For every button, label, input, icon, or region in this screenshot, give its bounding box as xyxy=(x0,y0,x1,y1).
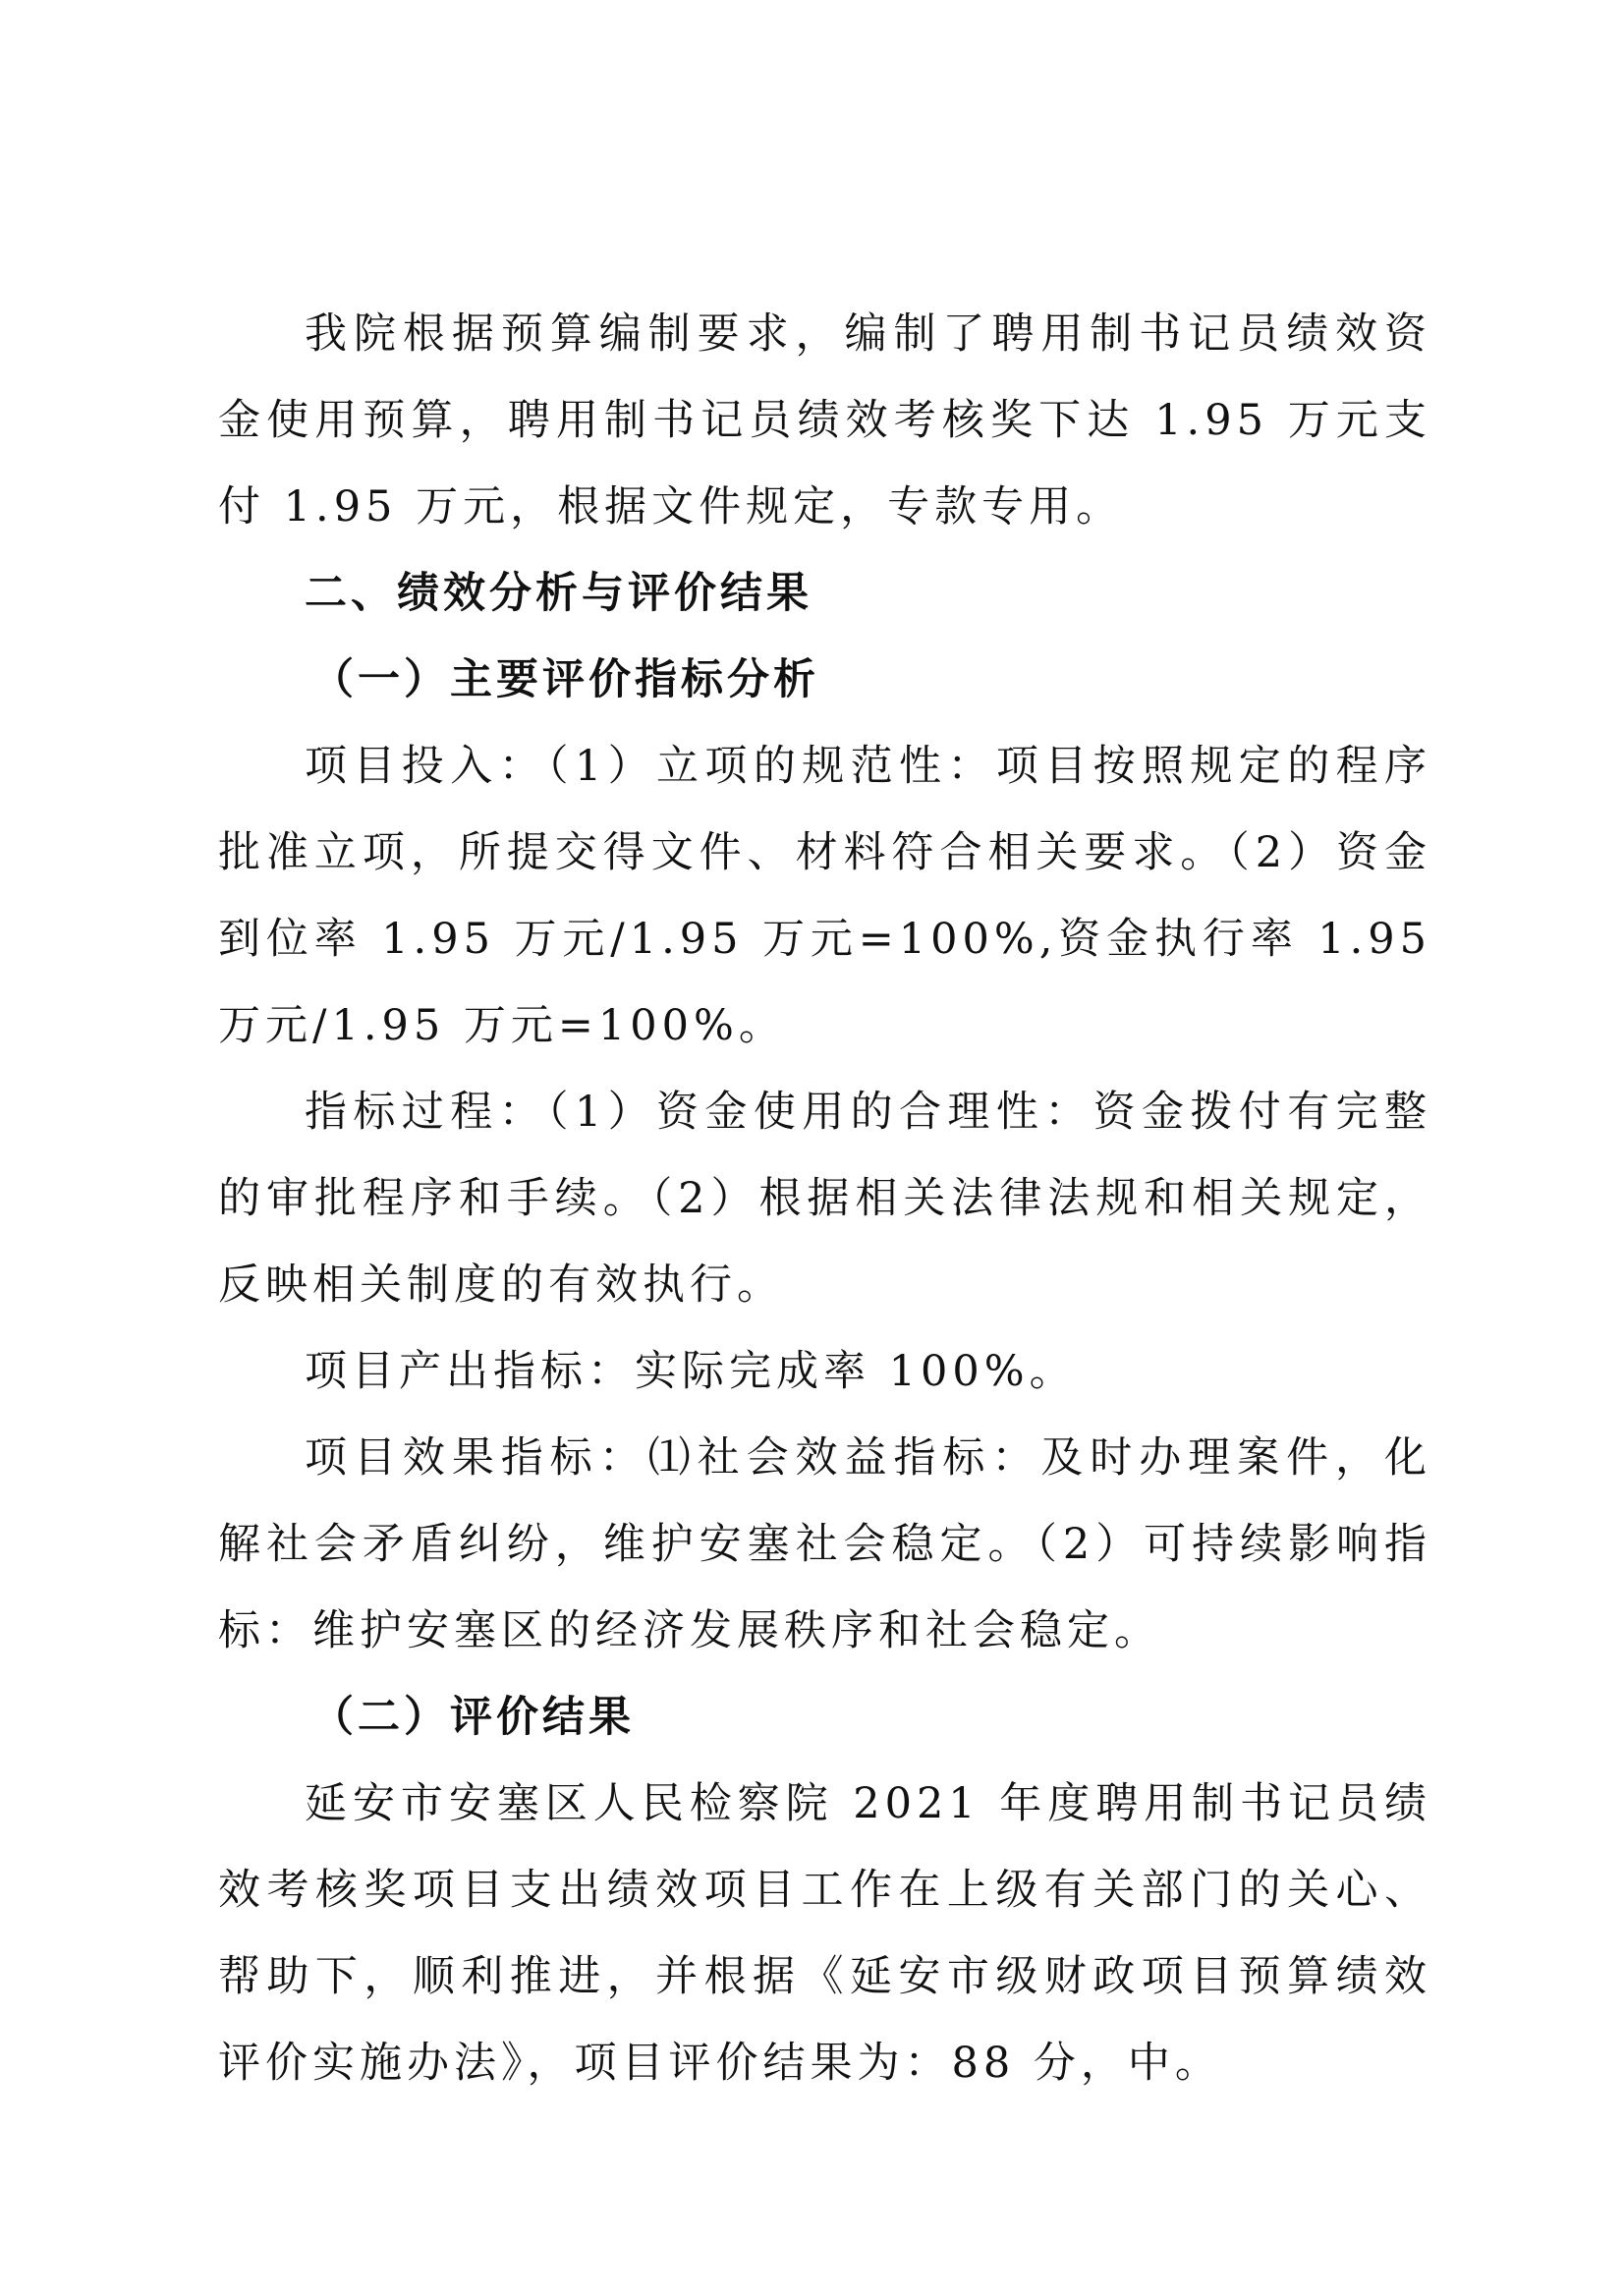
subsection-two-heading: （二）评价结果 xyxy=(311,1693,635,1742)
paragraph-evaluation-result: 延安市安塞区人民检察院 2021 年度聘用制书记员绩效考核奖项目支出绩效项目工作在上级有关部门的关心、帮助下，顺利推进，并根据《延安市级财政项目预算绩效评价实施办法》，项目评价结果为：88 分，中。 xyxy=(218,1779,1431,2088)
section-two-heading: 二、绩效分析与评价结果 xyxy=(305,569,812,618)
paragraph-project-input: 项目投入：（1）立项的规范性：项目按照规定的程序批准立项，所提交得文件、材料符合相关要求。（2）资金到位率 1.95 万元/1.95 万元=100%,资金执行率 1.95 万元/1.95 万元=100%。 xyxy=(218,742,1431,1050)
paragraph-budget: 我院根据预算编制要求，编制了聘用制书记员绩效资金使用预算，聘用制书记员绩效考核奖下达 1.95 万元支付 1.95 万元，根据文件规定，专款专用。 xyxy=(218,309,1431,532)
document-body xyxy=(218,291,1431,2106)
paragraph-output-indicator: 项目产出指标：实际完成率 100%。 xyxy=(305,1347,1077,1396)
paragraph-effect-indicator: 项目效果指标：⑴社会效益指标：及时办理案件，化解社会矛盾纠纷，维护安塞社会稳定。（2）可持续影响指标：维护安塞区的经济发展秩序和社会稳定。 xyxy=(218,1433,1431,1655)
subsection-one-heading: （一）主要评价指标分析 xyxy=(311,655,819,704)
paragraph-process-indicator: 指标过程：（1）资金使用的合理性：资金拨付有完整的审批程序和手续。（2）根据相关法律法规和相关规定，反映相关制度的有效执行。 xyxy=(218,1088,1431,1310)
